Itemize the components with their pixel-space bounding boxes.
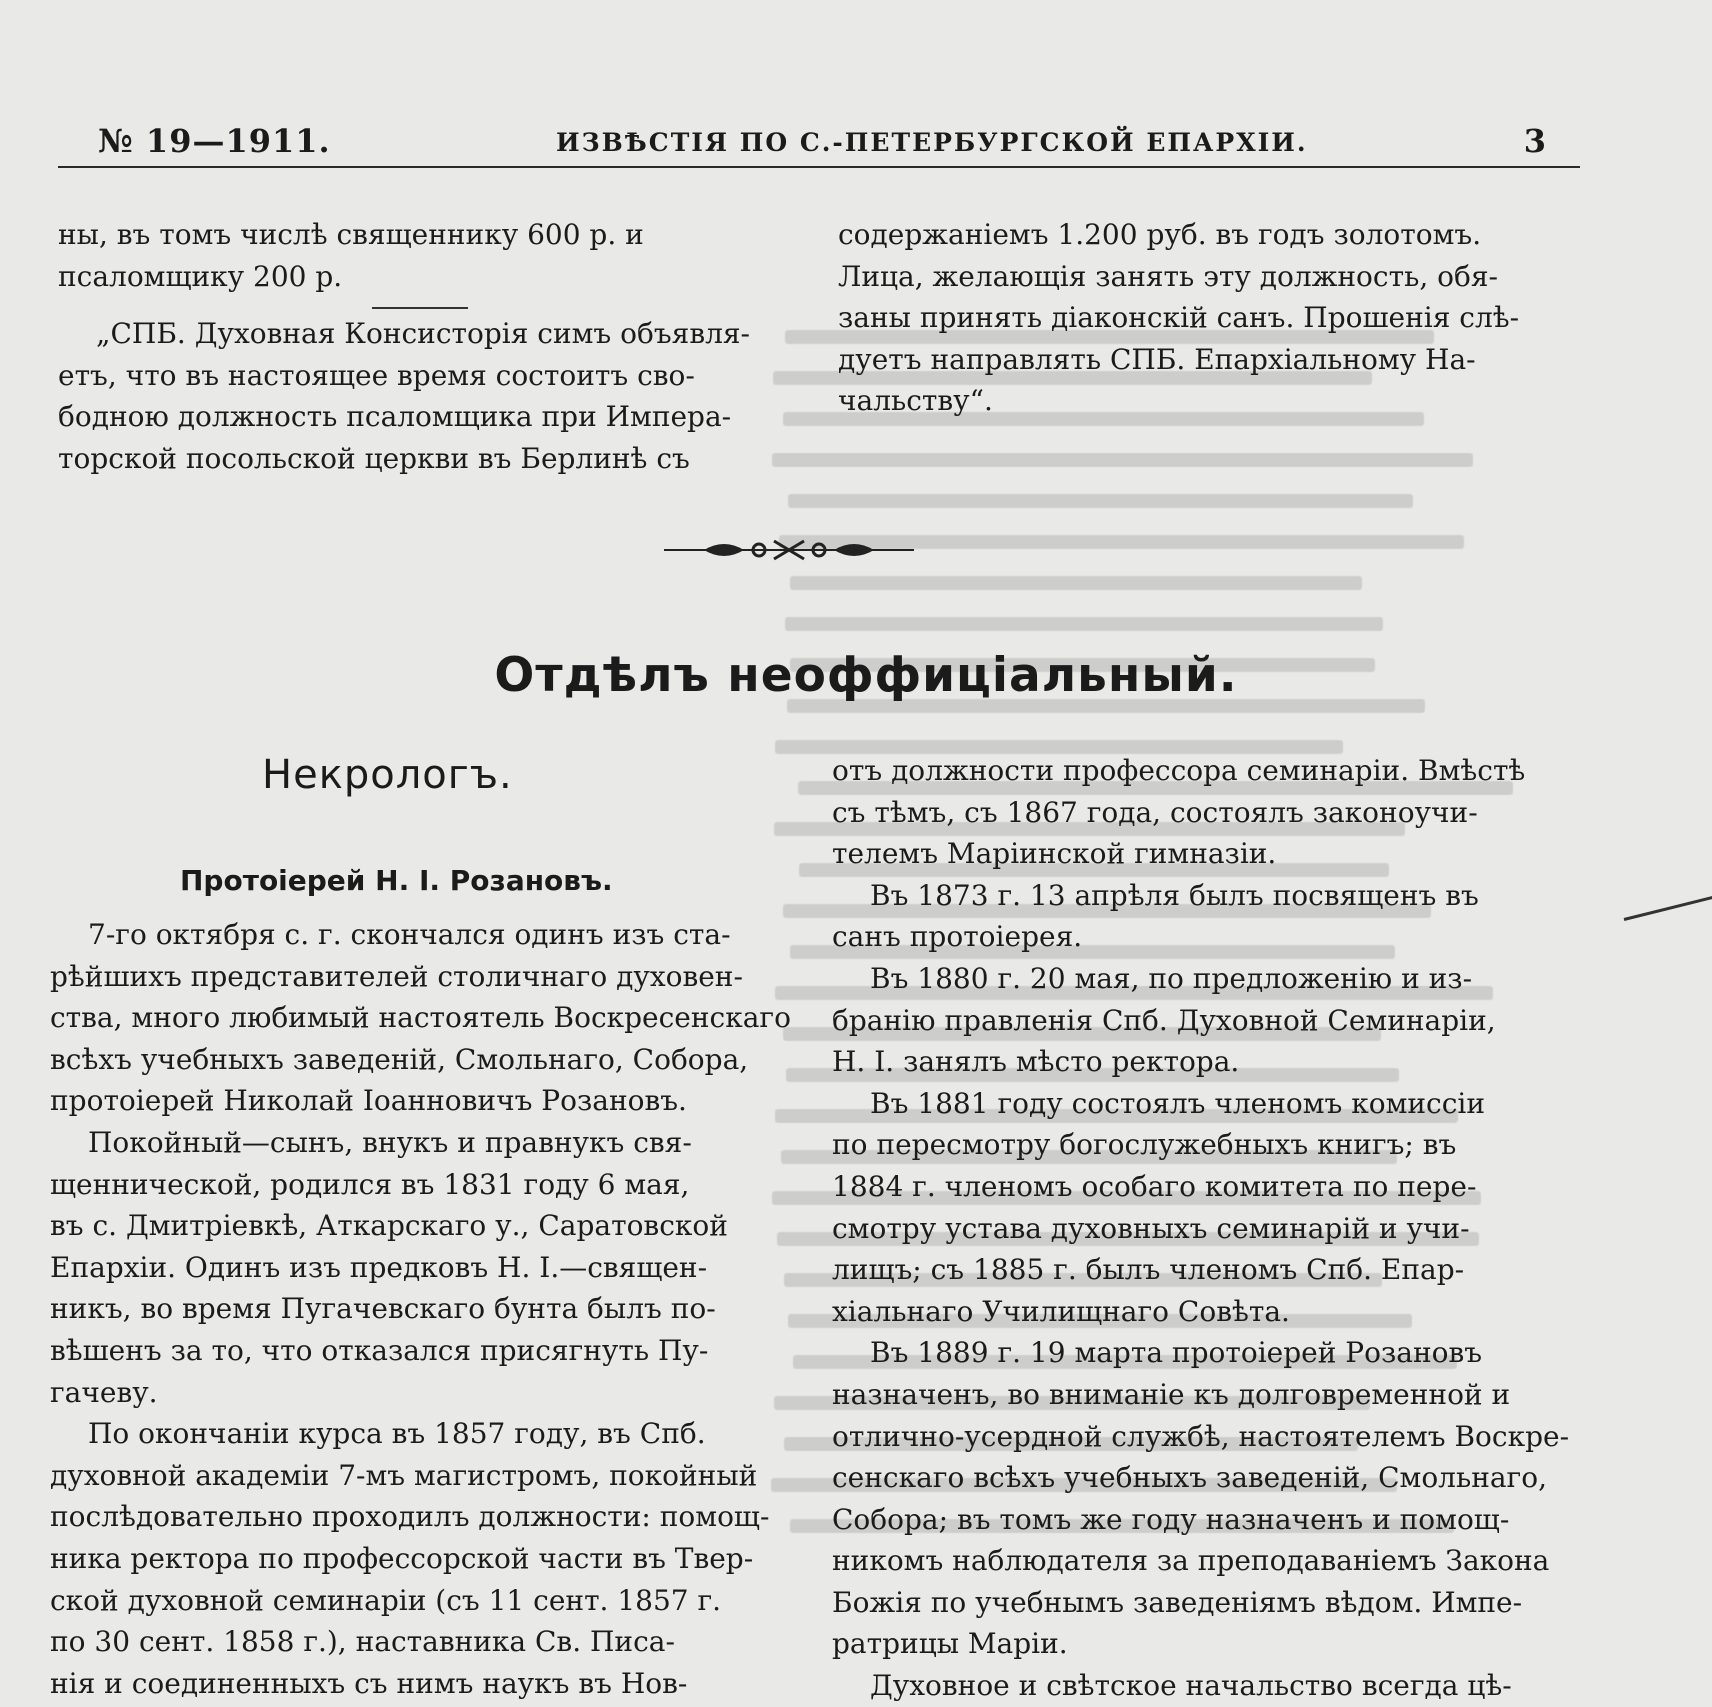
text-line: чальству“. [838,384,993,418]
text-line: псаломщику 200 р. [58,259,343,293]
text-line: Духовное и свѣтское начальство всегда цѣ- [870,1669,1512,1703]
text-line: По окончаніи курса въ 1857 году, въ Спб. [88,1417,706,1451]
text-line: послѣдовательно проходилъ должности: помощ- [50,1500,770,1534]
text-line: Покойный—сынъ, внукъ и правнукъ свя- [88,1125,692,1159]
header-rule [58,166,1580,168]
text-line: торской посольской церкви въ Берлинѣ съ [58,441,690,475]
text-line: смотру устава духовныхъ семинарій и учи- [832,1211,1470,1245]
text-line: Епархіи. Одинъ изъ предковъ Н. І.—священ- [50,1250,708,1284]
text-line: отлично-усердной службѣ, настоятелемъ Воскре- [832,1419,1570,1453]
text-line: бранію правленія Спб. Духовной Семинаріи, [832,1003,1496,1037]
text-line: телемъ Маріинской гимназіи. [832,837,1277,871]
text-line: 7-го октября с. г. скончался одинъ изъ ста- [88,918,731,951]
text-line: рѣйшихъ представителей столичнаго духовен- [50,959,743,993]
text-line: никомъ наблюдателя за преподаваніемъ Закона [832,1544,1550,1578]
top-right-column [838,214,1578,422]
issue-number: № 19—1911. [98,122,331,160]
text-line: по 30 сент. 1858 г.), наставника Св. Писа- [50,1625,675,1659]
text-line: содержаніемъ 1.200 руб. въ годъ золотомъ. [838,218,1482,251]
text-line: протоіерей Николай Іоанновичъ Розановъ. [50,1084,687,1118]
text-line: Лица, желающія занять эту должность, обя- [838,259,1498,293]
section-title-text: Отдѣлъ неоффиціальный. [494,648,1238,703]
text-line: Въ 1881 году состоялъ членомъ комиссіи [870,1086,1485,1120]
pen-mark [1624,895,1712,921]
section-title [0,648,1712,703]
text-line: санъ протоіерея. [832,920,1083,954]
text-line: духовной академіи 7-мъ магистромъ, покойный [50,1458,758,1492]
text-line: гачеву. [50,1375,158,1409]
text-line: ской духовной семинаріи (съ 11 сент. 1857 г. [50,1583,722,1617]
bottom-right-column [832,750,1580,1707]
bleed-streak [785,617,1383,631]
bleed-streak [790,576,1362,590]
journal-title: ИЗВѢСТІЯ ПО С.-ПЕТЕРБУРГСКОЙ ЕПАРХІИ. [556,128,1308,157]
text-line: отъ должности профессора семинаріи. Вмѣстѣ [832,754,1526,787]
text-line: никъ, во время Пугачевскаго бунта былъ по- [50,1292,716,1326]
text-line: сенскаго всѣхъ учебныхъ заведеній, Смольнаго, [832,1461,1547,1495]
text-line: хіальнаго Училищнаго Совѣта. [832,1294,1290,1328]
text-line: ника ректора по профессорской части въ Твер- [50,1541,754,1575]
text-line: вѣшенъ за то, что отказался присягнуть Пу- [50,1333,709,1367]
bleed-streak [788,494,1414,508]
article-subheading: Протоіерей Н. І. Розановъ. [180,864,613,897]
text-line: Божія по учебнымъ заведеніямъ вѣдом. Импе- [832,1585,1523,1619]
text-line: заны принять діаконскій санъ. Прошенія слѣ- [838,301,1520,335]
text-line: „СПБ. Духовная Консисторія симъ объявля- [96,317,751,351]
text-line: по пересмотру богослужебныхъ книгъ; въ [832,1128,1457,1162]
separator-rule [372,307,468,309]
text-line: всѣхъ учебныхъ заведеній, Смольнаго, Собора, [50,1042,749,1076]
text-line: лищъ; съ 1885 г. былъ членомъ Спб. Епар- [832,1253,1465,1287]
text-line: назначенъ, во вниманіе къ долговременной и [832,1377,1511,1411]
text-line: ны, въ томъ числѣ священнику 600 р. и [58,218,644,251]
text-line: въ с. Дмитріевкѣ, Аткарскаго у., Саратовской [50,1209,728,1243]
text-line: Въ 1880 г. 20 мая, по предложенію и из- [870,961,1473,995]
text-line: ства, много любимый настоятель Воскресенскаго [50,1001,791,1035]
text-line: бодною должность псаломщика при Импера- [58,400,732,434]
ornament-divider [664,535,914,565]
text-line: Собора; въ томъ же году назначенъ и помощ- [832,1502,1510,1536]
text-line: Въ 1873 г. 13 апрѣля былъ посвященъ въ [870,878,1479,912]
bleed-streak [772,453,1473,467]
text-line: щеннической, родился въ 1831 году 6 мая, [50,1167,690,1201]
text-line: ратрицы Маріи. [832,1627,1068,1661]
page-number: 3 [1523,122,1546,160]
text-line: Въ 1889 г. 19 марта протоіерей Розановъ [870,1336,1483,1370]
top-left-column [58,214,798,480]
text-line: 1884 г. членомъ особаго комитета по пере- [832,1169,1477,1203]
text-line: нія и соединенныхъ съ нимъ наукъ въ Нов- [50,1666,688,1700]
text-line: съ тѣмъ, съ 1867 года, состоялъ законоучи- [832,795,1478,829]
text-line: дуетъ направлять СПБ. Епархіальному На- [838,342,1476,376]
article-heading: Некрологъ. [262,752,513,798]
text-line: етъ, что въ настоящее время состоитъ сво- [58,358,695,392]
text-line: Н. І. занялъ мѣсто ректора. [832,1045,1240,1079]
bottom-left-column [50,914,795,1704]
